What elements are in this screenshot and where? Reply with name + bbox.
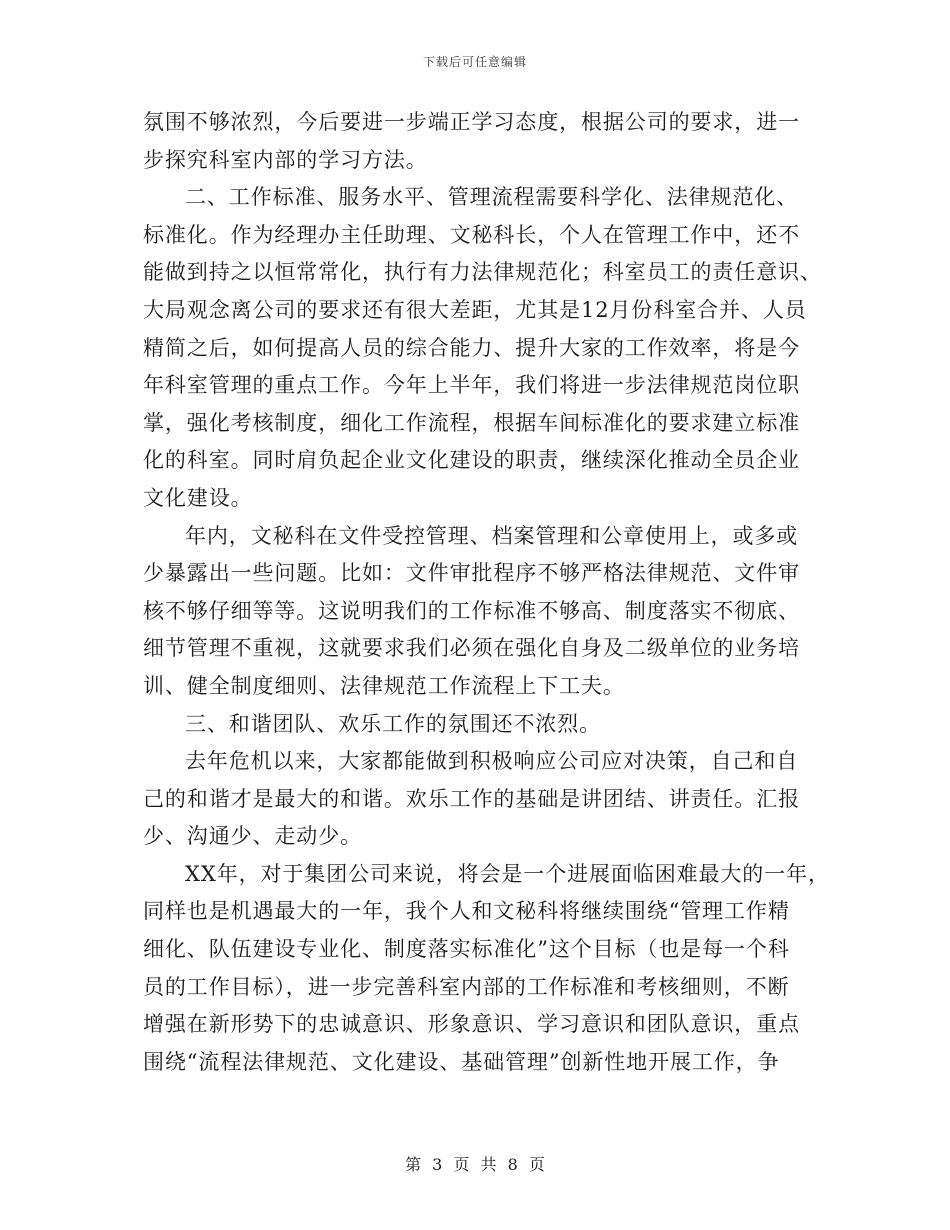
page-footer: 第 3 页 共 8 页 bbox=[405, 1155, 545, 1174]
text-line: 年科室管理的重点工作。今年上半年，我们将进一步法律规范岗位职 bbox=[143, 373, 800, 398]
text-line: 步探究科室内部的学习方法。 bbox=[143, 147, 428, 172]
text-line: 化的科室。同时肩负起企业文化建设的职责，继续深化推动全员企业 bbox=[143, 448, 800, 473]
text-line: 去年危机以来，大家都能做到积极响应公司应对决策，自己和自 bbox=[185, 749, 799, 774]
text-line: 能做到持之以恒常常化，执行有力法律规范化；科室员工的责任意识、 bbox=[143, 260, 822, 285]
text-line: 精简之后，如何提高人员的综合能力、提升大家的工作效率，将是今 bbox=[143, 335, 800, 360]
text-line: XX年，对于集团公司来说，将会是一个进展面临困难最大的一年， bbox=[185, 861, 830, 886]
text-line: 同样也是机遇最大的一年，我个人和文秘科将继续围绕“管理工作精 bbox=[143, 899, 790, 924]
text-line: 核不够仔细等等。这说明我们的工作标准不够高、制度落实不彻底、 bbox=[143, 598, 800, 623]
text-line: 己的和谐才是最大的和谐。欢乐工作的基础是讲团结、讲责任。汇报 bbox=[143, 786, 800, 811]
text-line: 增强在新形势下的忠诚意识、形象意识、学习意识和团队意识，重点 bbox=[143, 1012, 800, 1037]
text-line: 细节管理不重视，这就要求我们必须在强化自身及二级单位的业务培 bbox=[143, 636, 800, 661]
text-line: 三、和谐团队、欢乐工作的氛围还不浓烈。 bbox=[185, 711, 602, 736]
text-line: 少、沟通少、走动少。 bbox=[143, 824, 362, 849]
text-line: 围绕“流程法律规范、文化建设、基础管理”创新性地开展工作，争 bbox=[143, 1049, 780, 1074]
page-header: 下载后可任意编辑 bbox=[422, 55, 527, 69]
text-line: 细化、队伍建设专业化、制度落实标准化”这个目标（也是每一个科 bbox=[143, 937, 790, 962]
text-line: 少暴露出一些问题。比如：文件审批程序不够严格法律规范、文件审 bbox=[143, 561, 800, 586]
text-line: 员的工作目标），进一步完善科室内部的工作标准和考核细则，不断 bbox=[143, 974, 790, 999]
text-line: 文化建设。 bbox=[143, 485, 253, 510]
text-line: 氛围不够浓烈，今后要进一步端正学习态度，根据公司的要求，进一 bbox=[143, 110, 800, 134]
text-line: 二、工作标准、服务水平、管理流程需要科学化、法律规范化、 bbox=[185, 185, 799, 210]
text-line: 年内，文秘科在文件受控管理、档案管理和公章使用上，或多或 bbox=[185, 523, 799, 548]
text-line: 标准化。作为经理办主任助理、文秘科长，个人在管理工作中，还不 bbox=[143, 222, 800, 247]
text-line: 大局观念离公司的要求还有很大差距，尤其是12月份科室合并、人员 bbox=[143, 297, 807, 322]
document-body bbox=[143, 104, 830, 1081]
text-line: 掌，强化考核制度，细化工作流程，根据车间标准化的要求建立标准 bbox=[143, 410, 800, 435]
text-line: 训、健全制度细则、法律规范工作流程上下工夫。 bbox=[143, 673, 625, 698]
